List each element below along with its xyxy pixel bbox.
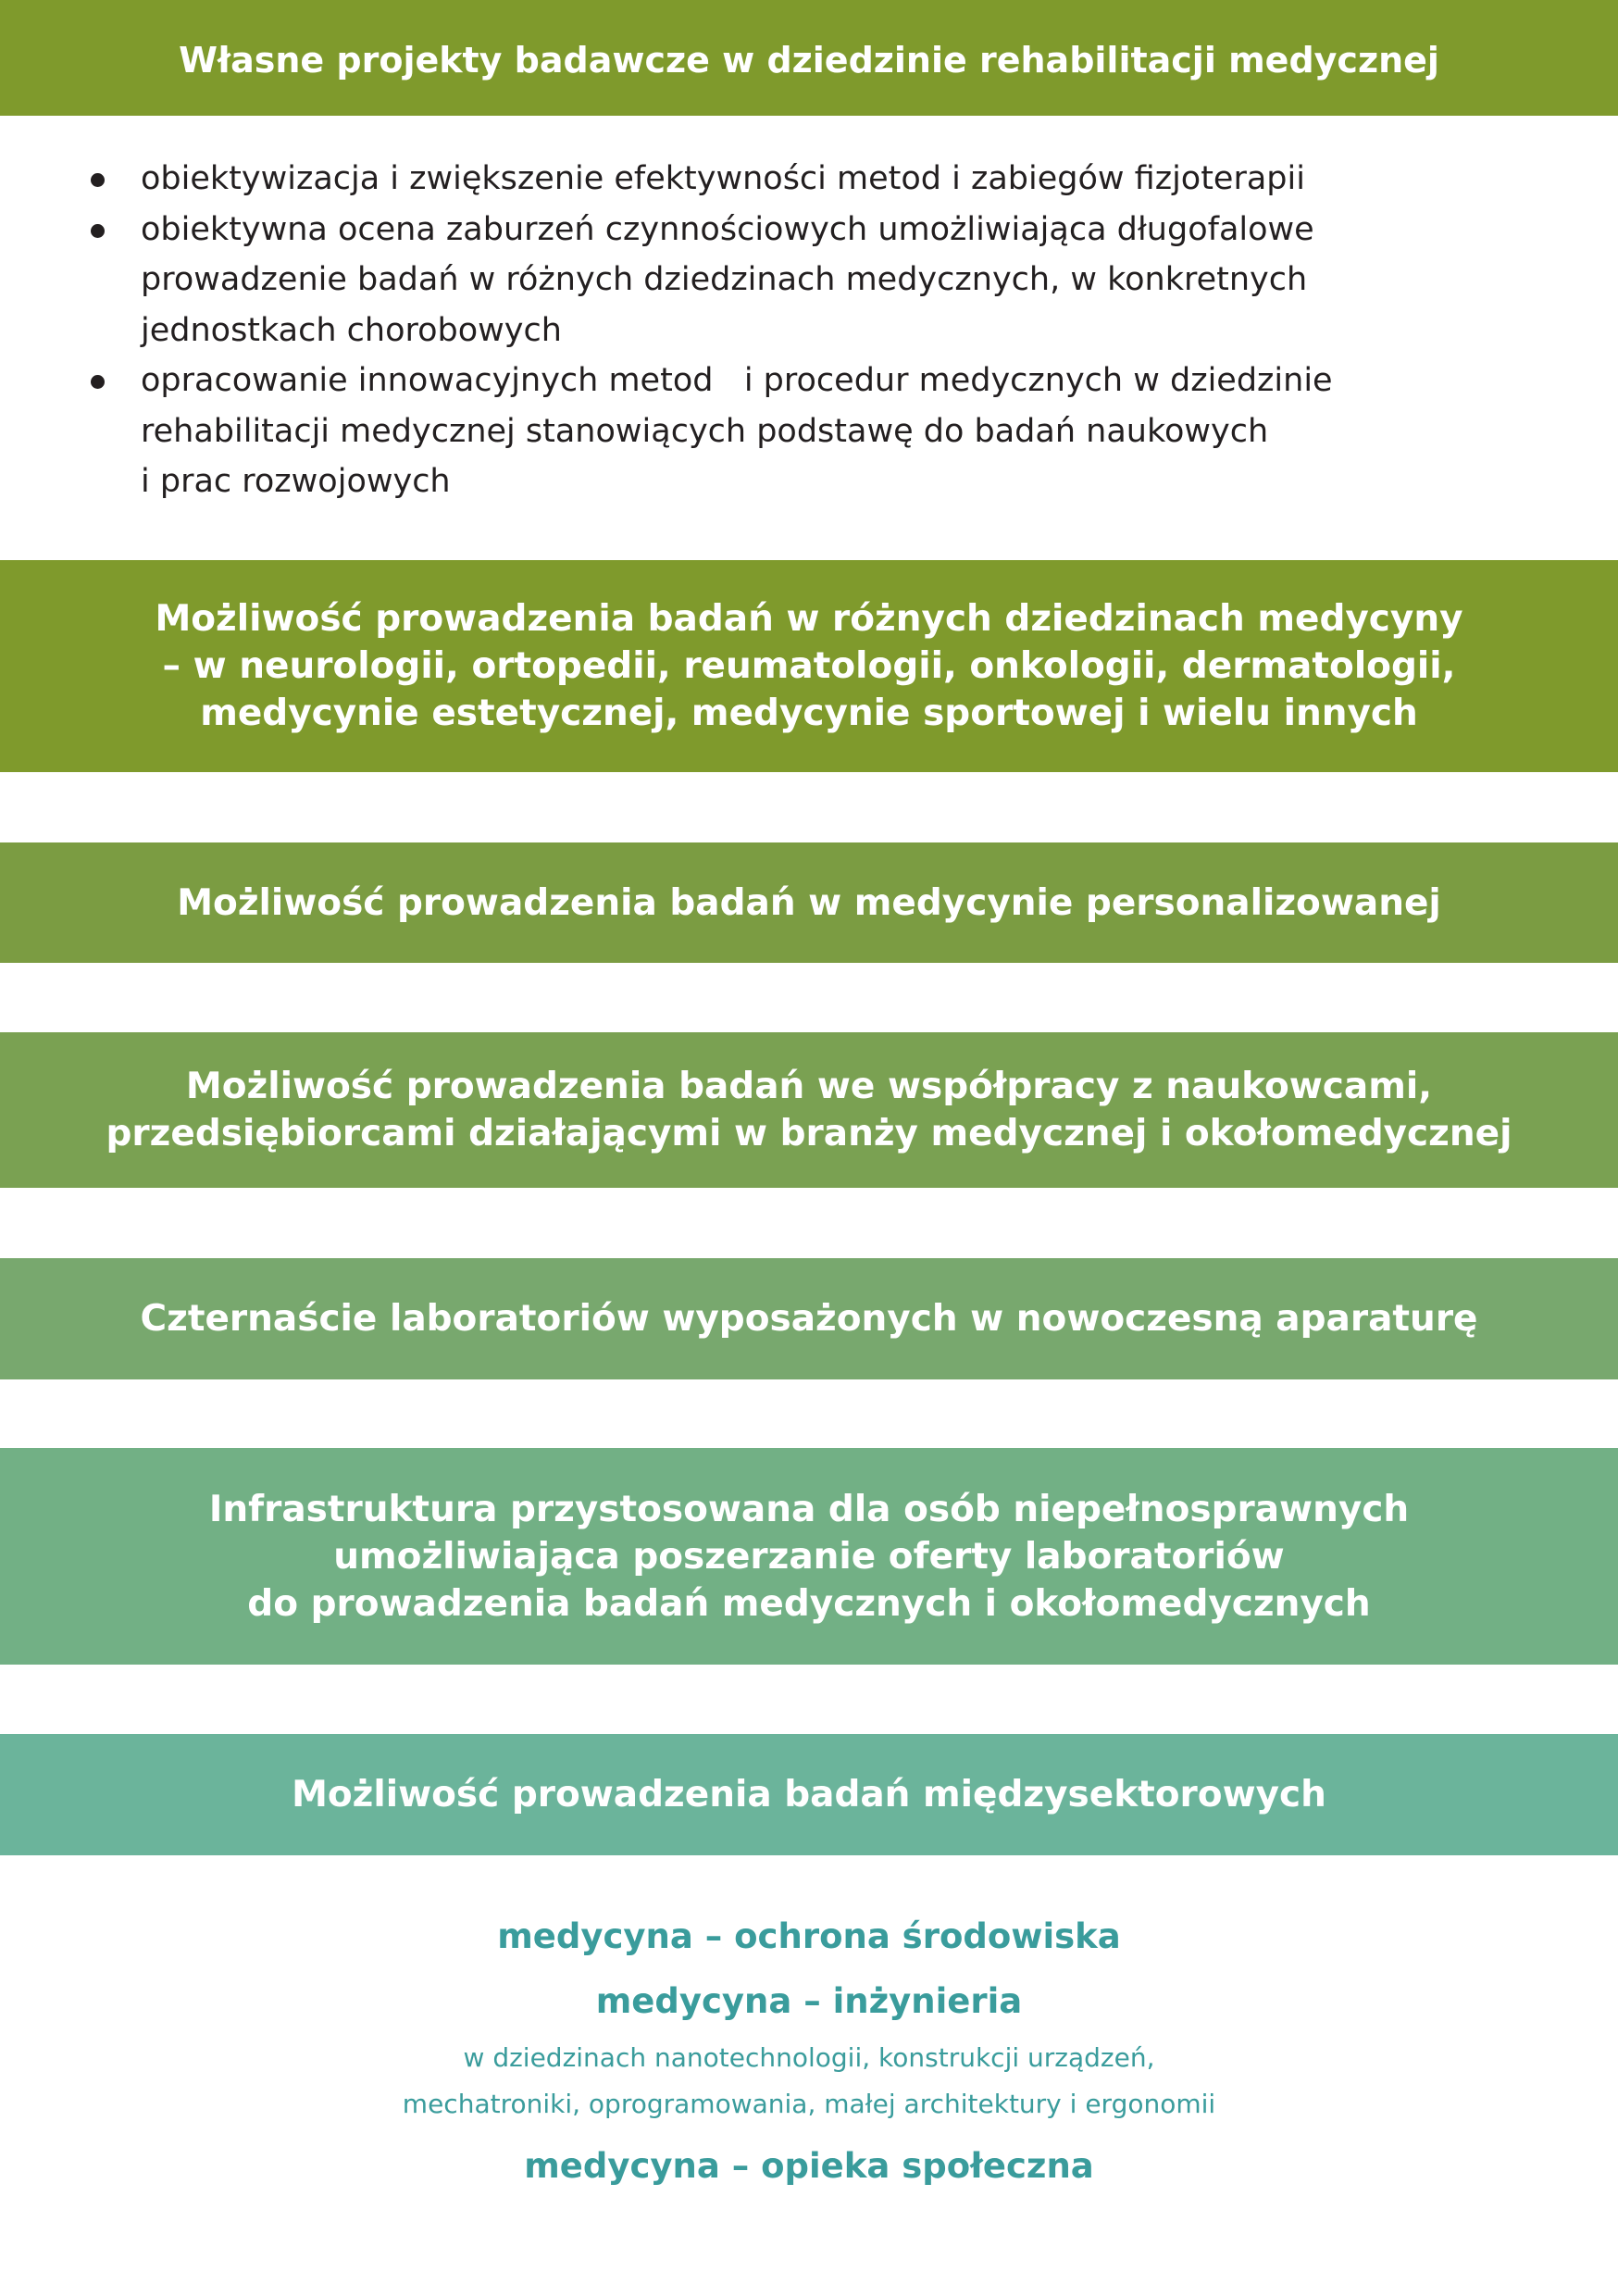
sector-environment: medycyna – ochrona środowiska (497, 1916, 1121, 1956)
section-heading-text: Możliwość prowadzenia badań w różnych dziedzinach medycyny (155, 598, 1463, 640)
bullet-icon (91, 224, 105, 238)
section-heading-text: – w neurologii, ortopedii, reumatologii, onkologii, dermatologii, (162, 645, 1456, 687)
list-item-text: obiektywizacja i zwiększenie efektywności metod i zabiegów fizjoterapii (141, 160, 1305, 197)
section-heading-personalized-medicine (0, 842, 1618, 963)
section-heading-text: Możliwość prowadzenia badań międzysektorowych (292, 1774, 1326, 1816)
sector-social-care: medycyna – opieka społeczna (524, 2146, 1094, 2186)
list-item-text: rehabilitacji medycznej stanowiących podstawę do badań naukowych (141, 412, 1269, 450)
research-goals-list (91, 154, 1479, 507)
section-heading-text: medycynie estetycznej, medycynie sportowej i wielu innych (200, 693, 1418, 734)
section-heading-text: Własne projekty badawcze w dziedzinie rehabilitacji medycznej (179, 39, 1439, 81)
section-heading-text: Infrastruktura przystosowana dla osób niepełnosprawnych (208, 1488, 1410, 1530)
section-heading-text: Możliwość prowadzenia badań we współpracy z naukowcami, (185, 1066, 1433, 1107)
section-heading-cooperation (0, 1032, 1618, 1188)
section-heading-text: do prowadzenia badań medycznych i okołomedycznych (247, 1582, 1371, 1625)
sector-engineering-detail: mechatroniki, oprogramowania, małej architektury i ergonomii (402, 2089, 1216, 2119)
list-item (91, 356, 1479, 507)
section-heading-laboratories (0, 1258, 1618, 1379)
bullet-icon (91, 173, 105, 187)
list-item (91, 154, 1479, 205)
sector-engineering-detail: w dziedzinach nanotechnologii, konstrukcji urządzeń, (463, 2042, 1155, 2073)
list-item-text: opracowanie innowacyjnych metod i procedur medycznych w dziedzinie (141, 362, 1333, 399)
section-heading-accessibility (0, 1448, 1618, 1665)
section-heading-medical-fields (0, 560, 1618, 772)
section-heading-text: umożliwiająca poszerzanie oferty laboratoriów (333, 1535, 1285, 1578)
sector-engineering: medycyna – inżynieria (595, 1981, 1023, 2021)
bullet-icon (91, 375, 105, 389)
section-heading-intersectoral (0, 1734, 1618, 1855)
section-heading-text: przedsiębiorcami działającymi w branży medycznej i okołomedycznej (106, 1113, 1512, 1154)
section-heading-text: Możliwość prowadzenia badań w medycynie personalizowanej (177, 881, 1441, 924)
list-item-text: i prac rozwojowych (141, 463, 451, 500)
list-item-text: jednostkach chorobowych (141, 311, 562, 349)
list-item-text: obiektywna ocena zaburzeń czynnościowych umożliwiająca długofalowe (141, 210, 1314, 248)
section-heading-own-research (0, 0, 1618, 116)
section-heading-text: Czternaście laboratoriów wyposażonych w nowoczesną aparaturę (140, 1298, 1478, 1340)
list-item-text: prowadzenie badań w różnych dziedzinach medycznych, w konkretnych (141, 261, 1308, 298)
list-item (91, 205, 1479, 356)
